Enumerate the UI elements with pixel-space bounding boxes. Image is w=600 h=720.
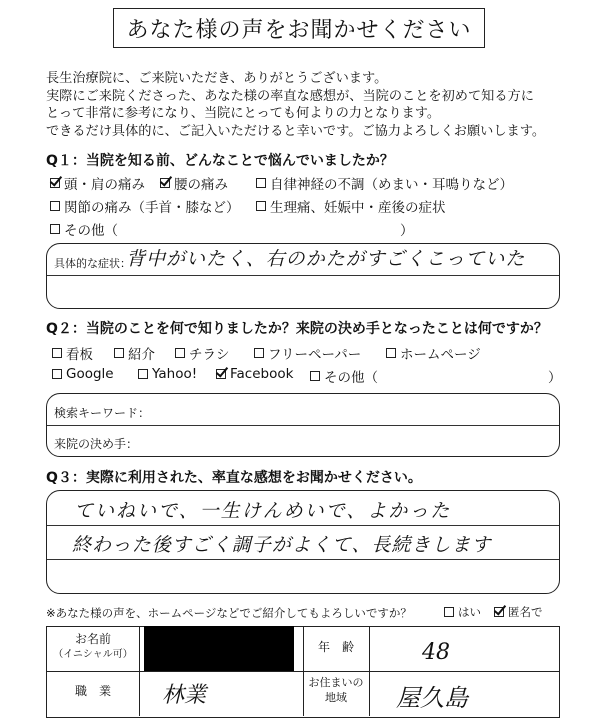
intro-line: とって非常に参考になり、当院にとっても何よりの力となります。 — [46, 106, 441, 122]
checkbox[interactable] — [254, 348, 264, 358]
intro-line: できるだけ具体的に、ご記入いただけると幸いです。ご協力よろしくお願いします。 — [46, 123, 546, 139]
consent-yes[interactable] — [444, 604, 481, 620]
q1-option-lower-back[interactable] — [160, 173, 228, 193]
option-label: 関節の痛み（手首・膝など） — [64, 200, 240, 216]
name-label-sub: （イニシャル可） — [53, 649, 133, 660]
q1-option-head-shoulder[interactable] — [50, 173, 145, 193]
q1-option-other[interactable] — [50, 219, 118, 239]
decision-reason-label: 来院の決め手： — [54, 437, 139, 451]
q2-option-signboard[interactable] — [52, 343, 93, 363]
q1-option-autonomic[interactable] — [256, 173, 513, 193]
option-label: はい — [458, 605, 481, 619]
q2-question: Q２：当院のことを何で知りましたか？来院の決め手となったことは何ですか？ — [46, 321, 548, 337]
checkbox[interactable] — [52, 348, 62, 358]
occupation-label: 職 業 — [74, 684, 111, 698]
option-label: その他（ — [324, 370, 378, 386]
name-label — [48, 632, 138, 662]
search-keyword-label: 検索キーワード： — [54, 406, 151, 420]
checkbox-checked[interactable] — [50, 178, 60, 188]
occupation-value: 林業 — [162, 683, 207, 708]
option-label: 紹介 — [128, 347, 155, 363]
checkbox[interactable] — [256, 201, 266, 211]
option-label: Google — [66, 366, 114, 382]
q2-option-freepaper[interactable] — [254, 343, 361, 363]
option-label: Facebook — [230, 366, 294, 382]
q2-option-facebook[interactable] — [216, 366, 293, 382]
option-label: 匿名で — [508, 605, 543, 619]
checkbox-checked[interactable] — [160, 178, 170, 188]
option-label: 頭・肩の痛み — [64, 177, 145, 193]
age-label: 年 齢 — [317, 640, 354, 654]
q2-option-homepage[interactable] — [386, 343, 481, 363]
q1-question: Q１：当院を知る前、どんなことで悩んでいましたか？ — [46, 153, 394, 169]
detail-label: 具体的な症状： — [54, 257, 131, 270]
checkbox[interactable] — [52, 369, 62, 379]
option-label: 看板 — [66, 347, 93, 363]
q2-option-other[interactable] — [310, 366, 378, 386]
q2-option-google[interactable] — [52, 366, 114, 382]
divider — [47, 425, 559, 426]
option-label: その他（ — [64, 223, 118, 239]
checkbox[interactable] — [175, 348, 185, 358]
checkbox[interactable] — [50, 224, 60, 234]
q2-option-yahoo[interactable] — [138, 366, 197, 382]
option-label: ホームページ — [400, 347, 481, 363]
checkbox-checked[interactable] — [494, 607, 504, 617]
checkbox[interactable] — [50, 201, 60, 211]
q3-question: Q３：実際に利用された、率直な感想をお聞かせください。 — [46, 470, 422, 486]
checkbox-checked[interactable] — [216, 369, 226, 379]
checkbox[interactable] — [310, 371, 320, 381]
q1-option-joint[interactable] — [50, 196, 240, 216]
residence-value: 屋久島 — [396, 684, 468, 712]
residence-label-line: 地域 — [325, 691, 347, 704]
q2-other-close: ） — [548, 370, 562, 386]
option-label: 自律神経の不調（めまい・耳鳴りなど） — [270, 177, 513, 193]
form-title-text: あなた様の声をお聞かせください — [126, 17, 472, 43]
intro-line: 長生治療院に、ご来院いただき、ありがとうございます。 — [46, 71, 388, 86]
divider — [47, 559, 559, 560]
divider — [47, 275, 559, 276]
q1-other-close: ） — [400, 223, 414, 239]
detail-handwritten: 背中がいたく、右のかたがすごくこっていた — [126, 248, 526, 270]
checkbox[interactable] — [444, 607, 454, 617]
residence-label — [304, 675, 368, 705]
checkbox[interactable] — [138, 369, 148, 379]
intro-line: 実際にご来院くださった、あなた様の率直な感想が、当院のことを初めて知る方に — [46, 88, 534, 104]
comment-line-1: ていねいで、一生けんめいで、よかった — [74, 500, 452, 522]
option-label: フリーペーパー — [268, 347, 362, 363]
checkbox[interactable] — [114, 348, 124, 358]
table-col-divider — [369, 627, 370, 716]
checkbox[interactable] — [256, 178, 266, 188]
residence-label-line: お住まいの — [308, 676, 364, 689]
checkbox[interactable] — [386, 348, 396, 358]
comment-line-2: 終わった後すごく調子がよくて、長続きします — [72, 534, 492, 556]
consent-anonymous[interactable] — [494, 604, 543, 620]
q2-option-referral[interactable] — [114, 343, 155, 363]
name-label-text: お名前 — [74, 632, 111, 646]
table-col-divider — [139, 627, 140, 716]
divider — [47, 525, 559, 526]
consent-question: ※あなた様の声を、ホームページなどでご紹介してもよろしいですか？ — [46, 606, 412, 620]
intro-paragraph — [46, 70, 545, 140]
q1-option-menstrual[interactable] — [256, 196, 446, 216]
q2-option-flyer[interactable] — [175, 343, 230, 363]
name-redaction — [144, 626, 294, 671]
option-label: Yahoo! — [152, 366, 198, 382]
option-label: チラシ — [189, 347, 230, 363]
form-title — [113, 8, 485, 48]
option-label: 生理痛、妊娠中・産後の症状 — [270, 200, 446, 216]
option-label: 腰の痛み — [174, 177, 228, 193]
age-value: 48 — [422, 640, 450, 665]
